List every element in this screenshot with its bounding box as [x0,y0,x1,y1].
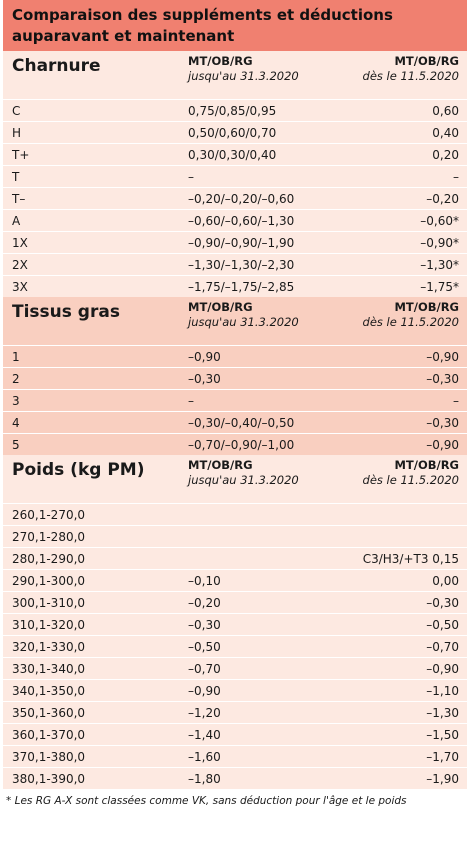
value-after: –1,10 [426,683,459,698]
table-row [3,635,467,657]
value-after: 0,40 [432,125,459,140]
table-row [3,613,467,635]
row-label: T+ [12,147,30,162]
value-after: –1,50 [426,727,459,742]
row-label: 360,1-370,0 [12,727,86,742]
value-before: –0,90/–0,90/–1,90 [188,235,295,250]
row-label: 1 [12,349,20,364]
row-label: 340,1-350,0 [12,683,86,698]
row-label: 350,1-360,0 [12,705,86,720]
value-before: – [188,393,194,408]
table-body [3,51,467,789]
column-date: dès le 11.5.2020 [362,473,459,487]
value-after: –0,90 [426,437,459,452]
value-before: – [188,169,194,184]
section-label: Tissus gras [12,302,120,322]
row-label: T– [12,191,26,206]
column-date: jusqu'au 31.3.2020 [188,69,299,83]
table-row [3,143,467,165]
row-label: 4 [12,415,20,430]
value-after: –0,90 [426,349,459,364]
section-header [3,455,467,503]
table-row [3,275,467,297]
value-before: –0,90 [188,349,221,364]
column-head: MT/OB/RG [394,458,459,472]
row-label: 270,1-280,0 [12,529,86,544]
table-row [3,187,467,209]
table-row [3,99,467,121]
row-label: 300,1-310,0 [12,595,86,610]
table-row [3,679,467,701]
value-before: 0,50/0,60/0,70 [188,125,277,140]
value-after: –0,30 [426,595,459,610]
row-label: H [12,125,22,140]
row-label: 330,1-340,0 [12,661,86,676]
column-after-header [346,297,467,330]
row-label: 2 [12,371,20,386]
comparison-table [3,0,467,807]
table-row [3,657,467,679]
table-row [3,345,467,367]
table-row [3,411,467,433]
value-before: 0,30/0,30/0,40 [188,147,277,162]
value-before: –0,30 [188,371,221,386]
row-label: 380,1-390,0 [12,771,86,786]
column-head: MT/OB/RG [394,300,459,314]
value-after: –0,30 [426,415,459,430]
section-label: Charnure [12,56,101,76]
table-row [3,701,467,723]
column-before-header [176,51,346,84]
column-head: MT/OB/RG [188,54,253,68]
row-label: 320,1-330,0 [12,639,86,654]
value-after: – [453,169,459,184]
table-row [3,591,467,613]
section-label: Poids (kg PM) [12,460,145,480]
value-after: C3/H3/+T3 0,15 [362,551,459,566]
value-before: –0,70 [188,661,221,676]
footnote: * Les RG A-X sont classées comme VK, sans déduction pour l'âge et le poids [6,795,407,807]
value-after: 0,60 [432,103,459,118]
value-before: –0,20 [188,595,221,610]
table-row [3,503,467,525]
value-before: –0,50 [188,639,221,654]
column-head: MT/OB/RG [394,54,459,68]
value-after: –0,30 [426,371,459,386]
row-label: 5 [12,437,20,452]
column-head: MT/OB/RG [188,458,253,472]
section-header [3,51,467,99]
value-after: –0,90 [426,661,459,676]
column-date: jusqu'au 31.3.2020 [188,315,299,329]
value-after: –0,70 [426,639,459,654]
table-row [3,525,467,547]
row-label: 310,1-320,0 [12,617,86,632]
row-label: 3X [12,279,28,294]
value-before: –1,80 [188,771,221,786]
value-after: –1,70 [426,749,459,764]
column-before-header [176,455,346,488]
table-row [3,231,467,253]
table-row [3,767,467,789]
value-after: –0,60* [420,213,459,228]
section-poids [3,455,467,789]
section-tissus-gras [3,297,467,455]
value-before: –0,20/–0,20/–0,60 [188,191,295,206]
value-after: –0,50 [426,617,459,632]
value-after: 0,20 [432,147,459,162]
value-before: –1,75/–1,75/–2,85 [188,279,295,294]
row-label: A [12,213,21,228]
value-before: –0,90 [188,683,221,698]
row-label: 3 [12,393,20,408]
value-before: –0,60/–0,60/–1,30 [188,213,295,228]
value-after: –1,90 [426,771,459,786]
value-before: –0,30/–0,40/–0,50 [188,415,295,430]
value-before: –1,60 [188,749,221,764]
table-row [3,723,467,745]
value-after: 0,00 [432,573,459,588]
column-after-header [346,455,467,488]
column-head: MT/OB/RG [188,300,253,314]
row-label: C [12,103,21,118]
value-after: –1,30 [426,705,459,720]
table-row [3,165,467,187]
row-label: 2X [12,257,28,272]
table-row [3,209,467,231]
table-row [3,253,467,275]
value-after: –1,30* [420,257,459,272]
column-date: dès le 11.5.2020 [362,69,459,83]
row-label: 280,1-290,0 [12,551,86,566]
table-row [3,569,467,591]
row-label: 370,1-380,0 [12,749,86,764]
table-row [3,547,467,569]
value-before: –1,40 [188,727,221,742]
column-date: jusqu'au 31.3.2020 [188,473,299,487]
table-row [3,745,467,767]
table-row [3,367,467,389]
row-label: 260,1-270,0 [12,507,86,522]
table-title: Comparaison des suppléments et déductions auparavant et maintenant [3,0,467,51]
column-date: dès le 11.5.2020 [362,315,459,329]
value-after: –1,75* [420,279,459,294]
row-label: 290,1-300,0 [12,573,86,588]
section-header [3,297,467,345]
value-before: –0,30 [188,617,221,632]
table-row [3,121,467,143]
value-before: –1,20 [188,705,221,720]
value-before: –1,30/–1,30/–2,30 [188,257,295,272]
column-after-header [346,51,467,84]
table-row [3,433,467,455]
table-row [3,389,467,411]
column-before-header [176,297,346,330]
value-before: 0,75/0,85/0,95 [188,103,277,118]
row-label: T [12,169,20,184]
value-after: –0,20 [426,191,459,206]
value-after: –0,90* [420,235,459,250]
value-after: – [453,393,459,408]
value-before: –0,10 [188,573,221,588]
row-label: 1X [12,235,28,250]
section-charnure [3,51,467,297]
value-before: –0,70/–0,90/–1,00 [188,437,295,452]
